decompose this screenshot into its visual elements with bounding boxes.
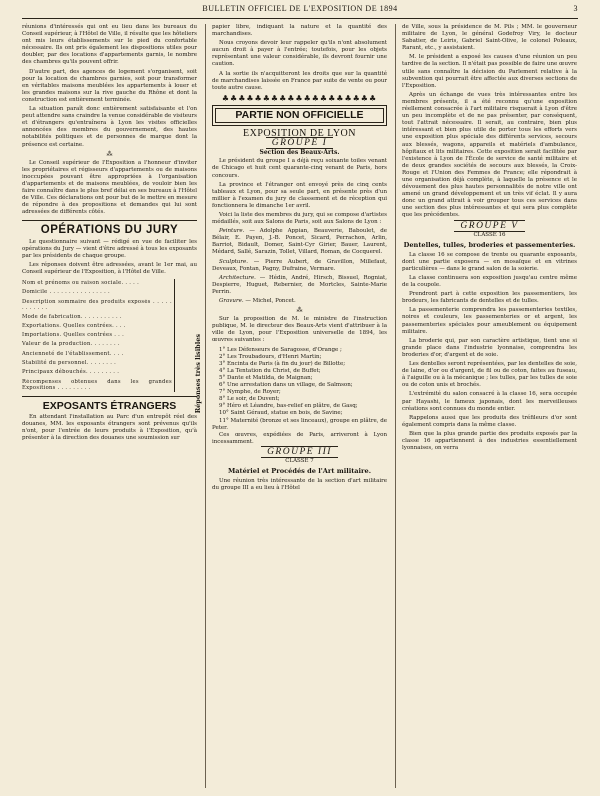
groupe-heading bbox=[212, 140, 387, 147]
form-row: Description sommaire des produits exposés . . . . . . . . . . . . bbox=[22, 298, 172, 312]
paragraph: En attendant l'installation au Parc d'un entrepôt réel des douanes, MM. les exposants étrangers sont prévenus qu'ils n'ont, pour l'entrée de leurs produits à l'Exposition, qu'à présenter à la direction des douanes une soumission sur bbox=[22, 413, 197, 442]
paragraph: réunions d'intéressés qui ont eu lieu dans les bureaux du Conseil supérieur, à l'Hôtel de Ville, il résulte que les hôteliers ont mis leurs établissements sur le pied du confortable nécessaire. Ils ont pris également les dispositions utiles pour doubler, par des locations d'appartements garnis, le nombre des chambres qu'ils pouvent offrir. bbox=[22, 24, 197, 66]
groupe-label: GROUPE V bbox=[454, 220, 524, 232]
paragraph: Les dentelles seront représentées, par les dentelles de soie, de laine, d'or ou d'argent, de fil ou de coton, faites au fuseau, à l'aiguille ou à la mécanique ; les tulles, par les tulles de soie ou de coton unis et brochés. bbox=[402, 361, 577, 389]
paragraph: de Ville, sous la présidence de M. Pils ; MM. le gouverneur militaire de Lyon, le général Godefroy Viry, le docteur Sabatier, de Leiris, Gabriel Saint-Olive, le colonel Poleaux, Rarant, etc., y assistaient. bbox=[402, 24, 577, 52]
form-row: Ancienneté de l'établissement. . . . bbox=[22, 350, 124, 357]
groupe-heading bbox=[212, 446, 387, 457]
asterism: ⁂ bbox=[106, 150, 113, 158]
list-item: 6° Une arrestation dans un village, de Salmson; bbox=[219, 382, 353, 389]
list-item: 2° Les Troubadours, d'Henri Martin; bbox=[219, 353, 322, 360]
column-3 bbox=[402, 24, 577, 454]
text-sculpture: — Pierre Aubert, de Gravillon, Millefaut, Deveaux, Fontan, Pagny, Dufraine, Vermare. bbox=[212, 258, 387, 272]
list-item: 8° Le soir, de Duvent; bbox=[219, 396, 280, 403]
paragraph: Nous croyons devoir leur rappeler qu'ils n'ont absolument aucun droit à payer à l'entrée; toutefois, pour les objets représentant une valeur considérable, ils devront fournir une caution. bbox=[212, 40, 387, 68]
paragraph: La broderie qui, par son caractère artistique, tient une si grande place dans l'industrie lyonnaise, comprendra les broderies d'or, d'argent et de soie. bbox=[402, 337, 577, 358]
header-title: BULLETIN OFFICIEL DE L'EXPOSITION DE 1894 bbox=[202, 4, 398, 13]
classe-heading: CLASSE 16 bbox=[473, 231, 506, 238]
divider bbox=[22, 396, 197, 397]
column-divider bbox=[395, 24, 396, 788]
paragraph: La situation paraît donc entièrement satisfaisante et l'on peut attendre sans craindre la venue considérable de visiteurs et d'étrangers qu'entraînera à Lyon les visites officielles annoncées des membres du gouvernement, des hautes notabilités politiques et de personnes de marque dont la présence est certaine. bbox=[22, 106, 197, 148]
paragraph-sculpture bbox=[212, 259, 387, 273]
classe-title: Dentelles, tulles, broderies et passementeries. bbox=[403, 240, 576, 249]
form-row: Nom et prénoms ou raison sociale. . . . . bbox=[22, 280, 140, 286]
paragraph: Sur la proposition de M. le ministre de l'instruction publique, M. le directeur des Beaux-Arts vient d'attribuer à la ville de Lyon, pour l'Exposition universelle de 1894, les œuvres suivantes : bbox=[212, 316, 387, 344]
ornament-bar: ♣♣♣♣♣♣♣♣♣♣♣♣♣♣♣♣♣♣♣ bbox=[221, 93, 378, 103]
classe-heading: CLASSE 7 bbox=[285, 457, 314, 464]
form-row: Récompenses obtenues dans les grandes Expositions . . . . . . . . . bbox=[22, 378, 172, 392]
page-number: 3 bbox=[573, 4, 578, 13]
form-row: Importations. Quelles contrées . . . bbox=[22, 332, 125, 339]
form-row: Principaux débouchés. . . . . . . . . bbox=[22, 369, 120, 376]
classe-title: Matériel et Procédés de l'Art militaire. bbox=[227, 467, 371, 476]
text-gravure: — Michel, Poncet. bbox=[243, 298, 296, 304]
paragraph-peinture bbox=[212, 228, 387, 256]
divider bbox=[22, 220, 197, 221]
column-1 bbox=[22, 24, 202, 444]
list-item: 9° Héro et Léandre, bas-relief en plâtre, de Gasq; bbox=[219, 403, 358, 410]
groupe-label: GROUPE I bbox=[266, 137, 334, 149]
form-row: Exportations. Quelles contrées. . . . bbox=[22, 322, 126, 329]
list-item: 10° Saint Géraud, statue en bois, de Savine; bbox=[219, 410, 343, 417]
paragraph: A la sortie ils n'acquitteront les droits que sur la quantité de marchandises laissée en France par suite de vente ou pour toute autre cause. bbox=[212, 70, 387, 91]
paragraph-gravure bbox=[212, 298, 387, 305]
list-item: 11° Maternité (bronze et ses linceaux), groupe en plâtre, de Peter. bbox=[212, 417, 387, 431]
paragraph: Rappelons aussi que les produits des tréfileurs d'or sont également compris dans la même classe. bbox=[402, 414, 577, 428]
asterism: ⁂ bbox=[296, 307, 303, 315]
section-heading: Section des Beaux-Arts. bbox=[259, 149, 340, 157]
section-box bbox=[212, 105, 387, 126]
paragraph: Une réunion très intéressante de la section d'art militaire du groupe III a eu lieu à l'Hôtel bbox=[212, 478, 387, 492]
list-item: 5° Dante et Matilda, de Maignan; bbox=[219, 374, 313, 381]
paragraph: Les réponses doivent être adressées, avant le 1er mai, au Conseil supérieur de l'Exposition, à l'Hôtel de Ville. bbox=[22, 261, 197, 275]
heading-exposants-etrangers: EXPOSANTS ÉTRANGERS bbox=[42, 399, 177, 412]
paragraph: Prendront part à cette exposition les passementiers, les brodeurs, les fabricants de dentelles et de tulles. bbox=[402, 291, 577, 305]
list-item: 4° La Tentation du Christ, de Buffet; bbox=[219, 367, 321, 374]
paragraph: Après un échange de vues très intéressantes entre les membres présents, il a été reconnu qu'une exposition réellement consacrée à l'art militaire risquerait à Lyon d'être un peu incomplète et de ne pas présenter, par conséquent, tout l'attrait nécessaire. Il serait, au contraire, bien plus intéressant et bien plus utile de porter tous les efforts vers une exposition plus spéciale des différents services, secours aux blessés, wagons, appareils et matériels d'ambulance, hôpitaux et lits militaires. Cette exposition serait facilitée par l'existence à Lyon de l'École de service de santé militaire et de deux grandes sociétés de secours aux blessés, la Croix-Rouge et l'Union des Femmes de France; elle répondrait à une organisation déjà complète, à laquelle la présence et le dévouement des plus hautes personnalités de notre ville ont amené un grand développement et un très vif éclat. Il y aura donc un grand attrait à voir grouper tous ces services dans une section des plus intéressantes et qui sera plus complète que les précédentes. bbox=[402, 91, 577, 219]
paragraph-architecture bbox=[212, 275, 387, 296]
paragraph: La classe 16 se compose de trente ou quarante exposants, dont une partie exposera — en mosaïque et en vitrines particulières — dans le grand salon de la soierie. bbox=[402, 251, 577, 272]
text-architecture: — Hédin, André, Hirsch, Bissuel, Rogniat, Despierre, Huguet, Rebernier, de Mortcles, Sainte-Marie Perrin. bbox=[212, 274, 387, 295]
list-item: 1° Les Défenseurs de Saragosse, d'Orange ; bbox=[219, 346, 342, 353]
paragraph: L'extrémité du salon consacré à la classe 16, sera occupée par Hayashi, le fameux japonais, dont les merveilleuses créations sont connues du monde entier. bbox=[402, 391, 577, 412]
paragraph: Ces œuvres, expédiées de Paris, arriveront à Lyon incessamment. bbox=[212, 431, 387, 445]
form-row: Mode de fabrication. . . . . . . . . . . bbox=[22, 313, 122, 320]
groupe-heading bbox=[402, 220, 577, 231]
paragraph: M. le président a exposé les causes d'une réunion un peu tardive de la section. Il n'était pas possible de faire une œuvre utile sans connaître la décision du Parlement relative à la subvention qui pourrait être affectée aux diverses sections de l'Exposition. bbox=[402, 54, 577, 89]
column-divider bbox=[205, 24, 206, 788]
label-sculpture: Sculpture. bbox=[219, 258, 249, 265]
paragraph: Voici la liste des membres du jury, qui se compose d'artistes médaillés, soit aux Salons de Paris, soit aux Salons de Lyon : bbox=[212, 211, 387, 226]
form-row: Stabilité du personnel. . . . . . . . bbox=[22, 360, 117, 367]
paragraph: La passementerie comprendra les passementeries textiles, noires et couleurs, les passementeries or et argent, les passementeries spéciales pour ameublement ou équipement militaire. bbox=[402, 307, 577, 335]
works-list bbox=[212, 347, 387, 432]
label-architecture: Architecture. bbox=[219, 274, 256, 281]
paragraph: Bien que la plus grande partie des produits exposés par la classe 16 appartiennent à des industries essentiellement lyonnaises, on verra bbox=[402, 430, 577, 452]
form-row: Domicile . . . . . . . . . . . . . . . . bbox=[22, 289, 110, 296]
groupe-label: GROUPE III bbox=[261, 446, 338, 458]
exposition-title: EXPOSITION DE LYON bbox=[243, 128, 356, 140]
label-gravure: Gravure. bbox=[219, 298, 244, 304]
running-header bbox=[22, 4, 578, 19]
paragraph: Le Conseil supérieur de l'Exposition a l'honneur d'inviter les propriétaires et régisseurs d'appartements ou de maisons inoccupées pouvant être appropriées à l'organisation d'appartements et de maisons meublées, de vouloir bien les faire connaître dans le plus bref délai en ses bureaux à l'Hôtel de Ville. Ces déclarations ont pour but de le mettre en mesure de répondre à des propositions et demandes qui lui sont adressées de différents côtés. bbox=[22, 159, 197, 216]
partie-non-officielle: PARTIE NON OFFICIELLE bbox=[215, 108, 384, 123]
paragraph: Le président du groupe I a déjà reçu soixante toiles venant de Chicago et huit cent quarante-cinq venant de Paris, hors concours. bbox=[212, 158, 387, 179]
paragraph: Le questionnaire suivant — rédigé en vue de faciliter les opérations du Jury — vient d'être adressé à tous les exposants par les présidents de chaque groupe. bbox=[22, 238, 197, 259]
brace-label: Réponses très lisibles bbox=[194, 334, 202, 414]
label-peinture: Peinture. bbox=[219, 228, 245, 235]
paragraph: La classe continuera son exposition jusqu'au centre même de la coupole. bbox=[402, 275, 577, 289]
list-item: 3° Encinta de Paris (à fin du jour) de Billotte; bbox=[219, 360, 346, 367]
text-peinture: — Adolphe Appian, Beauverie, Baboulet, de Bélair, E. Payen, J.-B. Poncet, Sicard, Perrachon, Arlin, Barriot, Bidault, Domer, Saint-Cyr Girier, Bauer, Laurent, Médard, Sallé, Sarazin, Tollet, Villard, Roman, de Cocquerel. bbox=[212, 228, 387, 256]
paragraph: La province et l'étranger ont envoyé près de cinq cents tableaux et Lyon, pour sa seule part, en présente près d'un millier à l'examen du jury de classement et de réception qui fonctionnera le dimanche 1er avril. bbox=[212, 181, 387, 209]
list-item: 7° Nymphe, de Royer; bbox=[219, 389, 281, 396]
paragraph: D'autre part, des agences de logement s'organisent, soit pour la location de chambres garnies, soit pour transformer en véritables maisons meublées les appartements à louer et les grandes maisons sur la rive gauche du Rhône et dont la construction est entièrement terminée. bbox=[22, 68, 197, 103]
heading-operations-jury: OPÉRATIONS DU JURY bbox=[40, 224, 179, 237]
column-2 bbox=[212, 24, 387, 494]
form-row: Valeur de la production. . . . . . . . bbox=[22, 341, 120, 348]
paragraph: papier libre, indiquant la nature et la quantité des marchandises. bbox=[212, 24, 387, 38]
